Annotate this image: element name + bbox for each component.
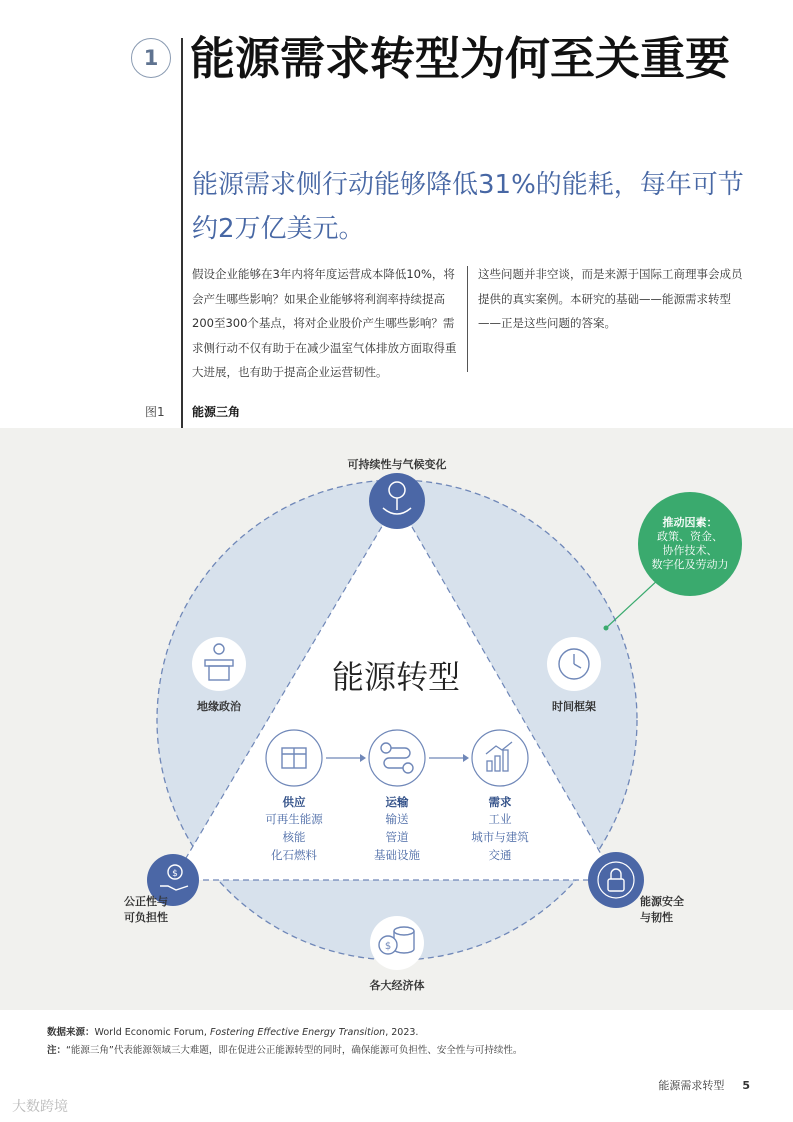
diagram-center-title: 能源转型 xyxy=(331,658,460,696)
geopolitics-label: 地缘政治 xyxy=(197,700,241,713)
podium-icon xyxy=(192,637,246,691)
drivers-line: 协作技术、 xyxy=(662,544,718,557)
page-title: 能源需求转型为何至关重要 xyxy=(190,32,731,85)
intro-paragraph-right: 这些问题并非空谈，而是来源于国际工商理事会成员提供的真实案例。本研究的基础——能源需求转型——正是这些问题的答案。 xyxy=(478,267,743,330)
demand-item: 城市与建筑 xyxy=(471,830,529,844)
drivers-line: 政策、资金、 xyxy=(657,530,723,543)
page-number: 5 xyxy=(742,1079,750,1092)
clock-icon xyxy=(547,637,601,691)
figure-title: 能源三角 xyxy=(192,405,241,419)
note-text: “能源三角”代表能源领域三大难题，即在促进公正能源转型的同时，确保能源可负担性、安全性与可持续性。 xyxy=(66,1045,523,1056)
supply-box-icon xyxy=(266,730,322,786)
source-text: World Economic Forum, xyxy=(94,1027,210,1038)
time-frame-label: 时间框架 xyxy=(552,700,596,713)
vertex-label-right xyxy=(640,893,710,925)
lock-icon xyxy=(588,852,644,908)
figure-note xyxy=(47,1042,522,1056)
svg-text:$: $ xyxy=(384,941,392,952)
transport-item: 基础设施 xyxy=(374,848,420,862)
vertex-label-top: 可持续性与气候变化 xyxy=(347,458,447,471)
supply-items xyxy=(239,810,349,864)
figure-source xyxy=(47,1024,418,1038)
economies-label: 各大经济体 xyxy=(369,979,425,992)
footer-text: 能源需求转型 xyxy=(658,1079,725,1092)
supply-item: 化石燃料 xyxy=(271,848,317,862)
vertex-label-left-line1: 公正性与 xyxy=(124,895,168,908)
vertex-label-left-line2: 可负担性 xyxy=(124,911,168,924)
watermark-logo: 大数跨境 xyxy=(12,1099,68,1115)
transport-route-icon xyxy=(369,730,425,786)
coins-icon xyxy=(370,916,424,970)
sustainability-icon xyxy=(369,473,425,529)
vertex-label-right-line2: 与韧性 xyxy=(640,911,673,924)
note-label: 注： xyxy=(47,1045,67,1056)
transport-item: 输送 xyxy=(385,812,409,826)
demand-title: 需求 xyxy=(488,795,512,809)
chapter-divider xyxy=(181,38,183,430)
column-divider xyxy=(467,266,468,372)
demand-chart-icon xyxy=(472,730,528,786)
page-footer xyxy=(620,1077,750,1093)
source-label: 数据来源： xyxy=(47,1027,95,1038)
supply-item: 核能 xyxy=(282,830,306,844)
vertex-label-right-line1: 能源安全 xyxy=(640,895,684,908)
drivers-badge xyxy=(638,492,742,596)
figure-number: 图1 xyxy=(145,405,165,419)
demand-items xyxy=(445,810,555,864)
supply-item: 可再生能源 xyxy=(265,812,323,826)
source-title: Fostering Effective Energy Transition xyxy=(209,1027,386,1038)
demand-item: 交通 xyxy=(488,848,512,862)
vertex-label-left xyxy=(78,893,168,925)
svg-text:$: $ xyxy=(172,869,178,879)
demand-item: 工业 xyxy=(488,812,512,826)
page-subtitle: 能源需求侧行动能够降低31%的能耗，每年可节约2万亿美元。 xyxy=(192,170,744,244)
chapter-number-badge: 1 xyxy=(131,38,171,78)
supply-title: 供应 xyxy=(282,795,306,809)
transport-items xyxy=(342,810,452,864)
transport-title: 运输 xyxy=(385,795,409,809)
transport-item: 管道 xyxy=(385,830,409,844)
drivers-title: 推动因素： xyxy=(662,516,718,529)
intro-paragraph-left: 假设企业能够在3年内将年度运营成本降低10%，将会产生哪些影响？如果企业能够将利润率持续提高200至300个基点，将对企业股价产生哪些影响？需求侧行动不仅有助于在减少温室气体排放方面取得重大进展，也有助于提高企业运营韧性。 xyxy=(192,267,457,379)
source-year: , 2023. xyxy=(385,1027,419,1038)
drivers-line: 数字化及劳动力 xyxy=(651,558,729,571)
